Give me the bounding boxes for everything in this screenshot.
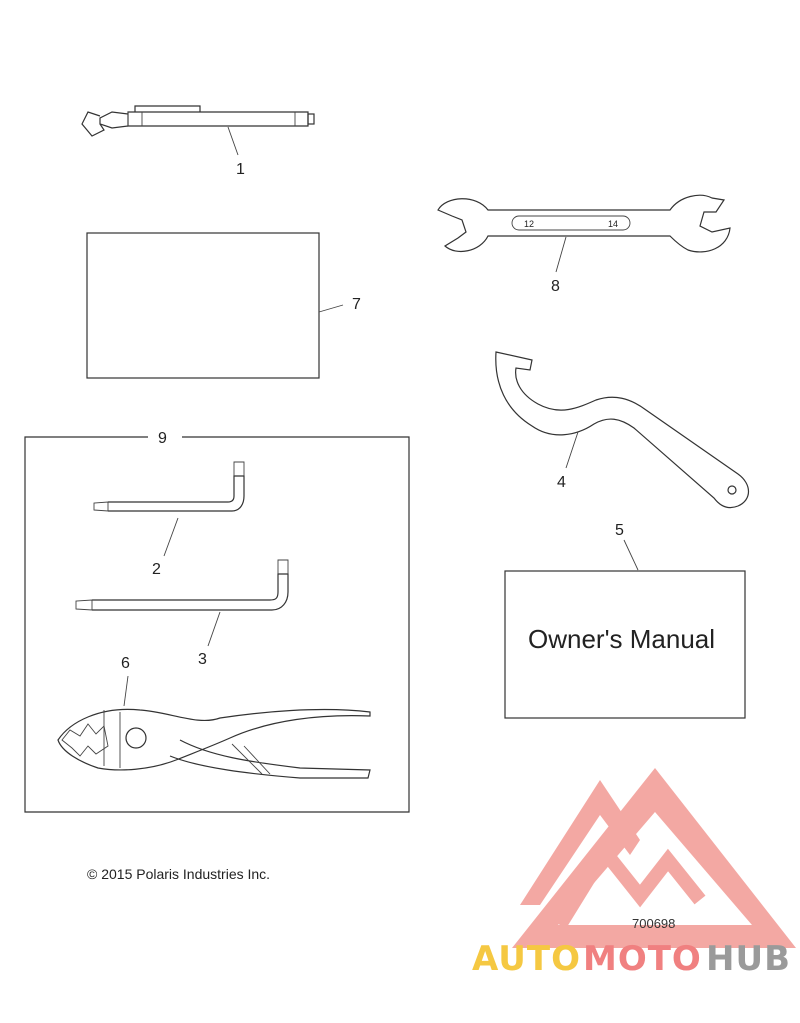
- open-end-wrench: [438, 195, 730, 272]
- callout-2: 2: [152, 561, 161, 578]
- part-number: 700698: [632, 916, 676, 931]
- tire-gauge: [82, 106, 314, 155]
- hex-key-long: [76, 560, 288, 646]
- watermark-brand: [472, 939, 791, 979]
- callout-1: 1: [236, 161, 245, 178]
- watermark-moto: MOTO: [583, 939, 702, 979]
- copyright-text: © 2015 Polaris Industries Inc.: [87, 866, 271, 882]
- pliers: [58, 676, 370, 778]
- callout-8: 8: [551, 278, 560, 295]
- callout-6: 6: [121, 655, 130, 672]
- callout-3: 3: [198, 651, 207, 668]
- hex-key-short: [94, 462, 244, 556]
- callout-9: 9: [158, 430, 167, 447]
- callout-4: 4: [557, 474, 566, 491]
- document-sheet: [87, 233, 343, 378]
- callout-7: 7: [352, 296, 361, 313]
- spanner-wrench: [496, 352, 749, 508]
- manual-title: Owner's Manual: [528, 624, 716, 654]
- wrench-size-left: 12: [524, 219, 535, 229]
- wrench-size-right: 14: [608, 219, 619, 229]
- watermark-hub: HUB: [706, 939, 791, 979]
- watermark-auto: AUTO: [472, 939, 581, 979]
- tool-kit-box: [25, 437, 409, 812]
- callout-5: 5: [615, 522, 624, 539]
